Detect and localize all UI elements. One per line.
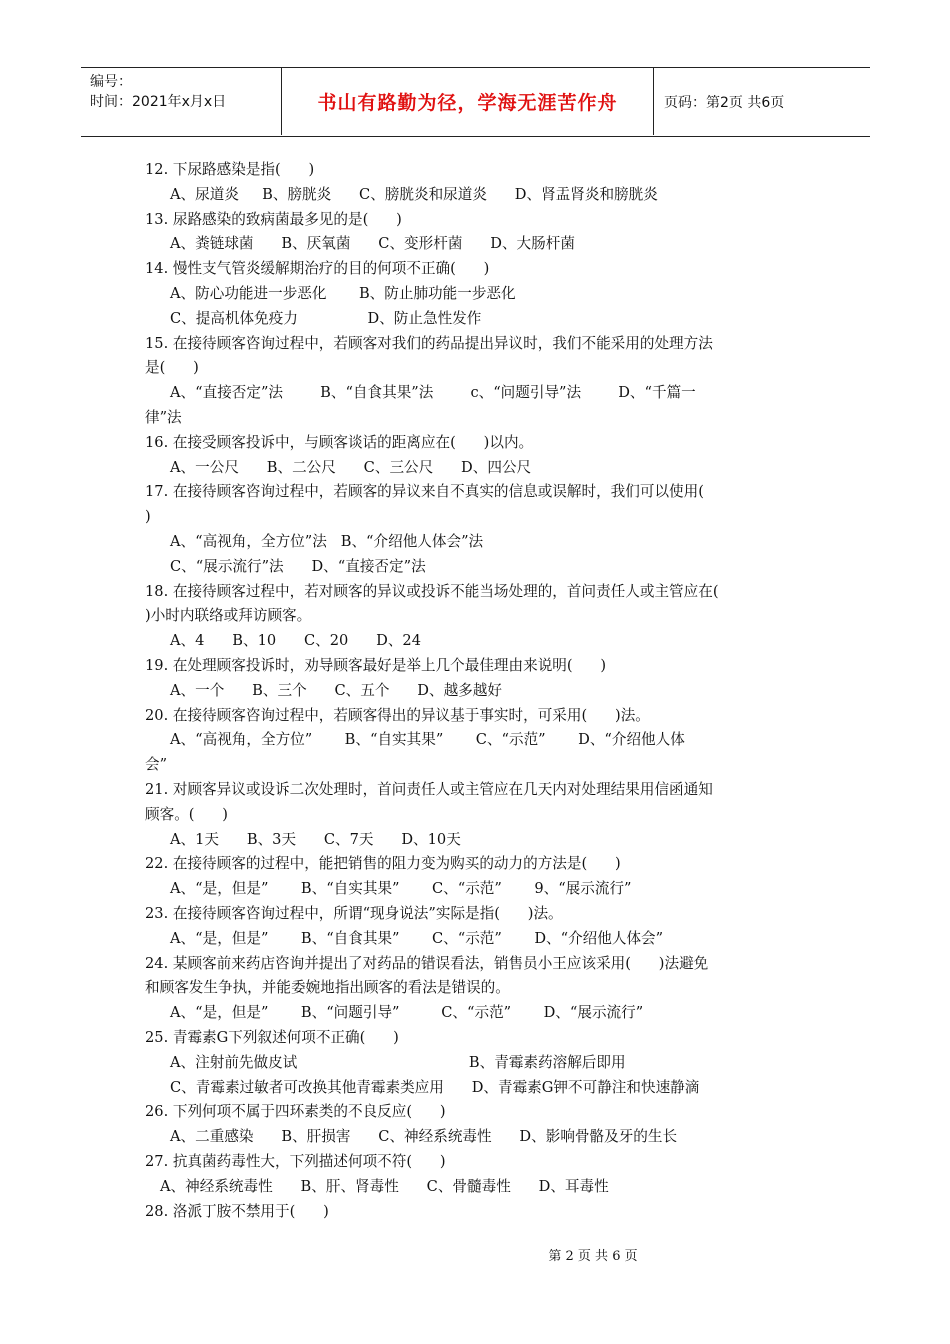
question-line: 12. 下尿路感染是指( ) — [145, 161, 315, 178]
header-motto: 书山有路勤为径，学海无涯苦作舟 — [282, 68, 654, 135]
question-line: 会” — [145, 756, 168, 774]
question-line: 14. 慢性支气管炎缓解期治疗的目的何项不正确( ) — [145, 260, 490, 278]
question-line: )小时内联络或拜访顾客。 — [145, 607, 312, 625]
option-line: A、一个 B、三个 C、五个 D、越多越好 — [170, 681, 502, 699]
option-line: A、神经系统毒性 B、肝、肾毒性 C、骨髓毒性 D、耳毒性 — [160, 1177, 609, 1195]
code-label: 编号： — [90, 74, 132, 90]
question-line: 和顾客发生争执，并能委婉地指出顾客的看法是错误的。 — [145, 979, 510, 997]
option-line: C、提高机体免疫力 D、防止急性发作 — [170, 309, 482, 327]
option-line: A、“直接否定”法 B、“自食其果”法 c、“问题引导”法 D、“千篇一 — [170, 384, 696, 402]
option-line: A、尿道炎 B、膀胱炎 C、膀胱炎和尿道炎 D、肾盂肾炎和膀胱炎 — [170, 185, 658, 203]
question-line: 25. 青霉素G下列叙述何项不正确( ) — [145, 1029, 399, 1046]
question-line: 19. 在处理顾客投诉时，劝导顾客最好是举上几个最佳理由来说明( ) — [145, 657, 607, 674]
footer-page-number: 第 2 页 共 6 页 — [548, 1249, 638, 1264]
question-line: 27. 抗真菌药毒性大，下列描述何项不符( ) — [145, 1153, 446, 1170]
option-line: A、“高视角，全方位” B、“自实其果” C、“示范” D、“介绍他人体 — [170, 731, 685, 749]
option-line: C、“展示流行”法 D、“直接否定”法 — [170, 557, 426, 575]
option-line: A、二重感染 B、肝损害 C、神经系统毒性 D、影响骨骼及牙的生长 — [170, 1128, 678, 1146]
question-line: 16. 在接受顾客投诉中，与顾客谈话的距离应在( )以内。 — [145, 433, 534, 451]
date-line: 时间：2021年x月x日 — [90, 94, 227, 110]
question-line: ) — [145, 508, 151, 526]
question-line: 18. 在接待顾客过程中，若对顾客的异议或投诉不能当场处理的，首问责任人或主管应在( — [145, 582, 719, 600]
page-footer — [0, 1245, 950, 1264]
option-line: C、青霉素过敏者可改换其他青霉素类应用 D、青霉素G钾不可静注和快速静滴 — [170, 1078, 700, 1096]
page-header — [81, 67, 870, 137]
question-line: 顾客。( ) — [145, 805, 229, 823]
question-line: 15. 在接待顾客咨询过程中，若顾客对我们的药品提出异议时，我们不能采用的处理方法 — [145, 334, 713, 352]
question-line: 20. 在接待顾客咨询过程中，若顾客得出的异议基于事实时，可采用( )法。 — [145, 706, 650, 724]
header-meta — [81, 68, 282, 135]
question-line: 13. 尿路感染的致病菌最多见的是( ) — [145, 210, 402, 228]
question-line: 23. 在接待顾客咨询过程中，所谓“现身说法”实际是指( )法。 — [145, 905, 563, 922]
option-line: A、一公尺 B、二公尺 C、三公尺 D、四公尺 — [170, 458, 532, 476]
question-line: 24. 某顾客前来药店咨询并提出了对药品的错误看法，销售员小王应该采用( )法避免 — [145, 954, 709, 972]
option-line: A、“是，但是” B、“问题引导” C、“示范” D、“展示流行” — [170, 1004, 644, 1022]
question-line: 22. 在接待顾客的过程中，能把销售的阻力变为购买的动力的方法是( ) — [145, 855, 621, 873]
question-line: 26. 下列何项不属于四环素类的不良反应( ) — [145, 1103, 446, 1121]
question-line: 21. 对顾客异议或设诉二次处理时，首问责任人或主管应在几天内对处理结果用信函通知 — [145, 781, 713, 798]
option-line: A、4 B、10 C、20 D、24 — [170, 632, 422, 650]
option-line: A、防心功能进一步恶化 B、防止肺功能一步恶化 — [170, 285, 516, 302]
option-line: A、“是，但是” B、“自食其果” C、“示范” D、“介绍他人体会” — [170, 929, 664, 947]
question-line: 是( ) — [145, 359, 199, 377]
option-line: A、粪链球菌 B、厌氧菌 C、变形杆菌 D、大肠杆菌 — [170, 235, 575, 253]
option-line: A、“高视角，全方位”法 B、“介绍他人体会”法 — [170, 533, 484, 550]
option-line: A、注射前先做皮试 B、青霉素药溶解后即用 — [170, 1053, 626, 1071]
question-line: 28. 洛派丁胺不禁用于( ) — [145, 1202, 329, 1220]
option-line: A、1天 B、3天 C、7天 D、10天 — [170, 830, 461, 848]
option-line: A、“是，但是” B、“自实其果” C、“示范” 9、“展示流行” — [170, 880, 632, 898]
question-line: 律”法 — [145, 409, 182, 426]
question-line: 17. 在接待顾客咨询过程中，若顾客的异议来自不真实的信息或误解时，我们可以使用( — [145, 483, 704, 501]
header-page-info: 页码：第2页 共6页 — [664, 94, 785, 111]
